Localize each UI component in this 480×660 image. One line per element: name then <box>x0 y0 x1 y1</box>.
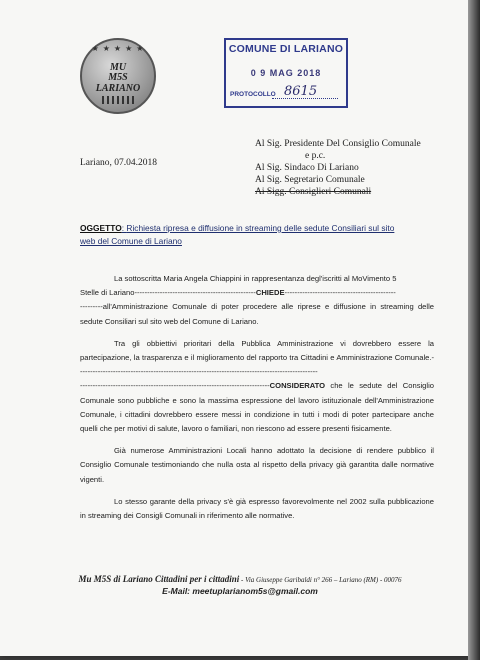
footer-email: meetuplarianom5s@gmail.com <box>192 586 318 596</box>
paragraph-1b: Stelle di Lariano------------------------------------------------CHIEDE-------------------------------------------- <box>80 288 396 298</box>
logo-line-3: LARIANO <box>95 83 141 94</box>
paragraph-3: Tra gli obbiettivi prioritari della Pubblica Amministrazione vi dovrebbero essere la partecipazione, la trasparenza e il miglioramento del rapporto tra Cittadini e Amministrazione Comunale.----------------------------------------------------------------------------------------------- <box>80 338 434 377</box>
recipients-block <box>255 138 421 198</box>
recipient-secretary: Al Sig. Segretario Comunale <box>255 175 365 185</box>
subject-line: OGGETTO: Richiesta ripresa e diffusione in streaming delle sedute Consiliari sul sito web del Comune di Lariano <box>80 223 395 246</box>
recipient-councillors: Ai Sigg. Consiglieri Comunali <box>255 187 372 197</box>
stamp-protocol-label: PROTOCOLLO <box>230 91 276 98</box>
mu-m5s-lariano-logo <box>80 38 156 114</box>
recipient-president: Al Sig. Presidente Del Consiglio Comunale <box>255 139 421 149</box>
logo-stars: ★ ★ ★ ★ ★ <box>91 44 145 53</box>
place-date: Lariano, 07.04.2018 <box>80 158 158 168</box>
subject-label: OGGETTO <box>80 223 122 233</box>
letter-body <box>80 272 434 523</box>
recipient-cc: e p.c. <box>305 151 326 161</box>
footer-email-label: E-Mail: <box>162 586 193 596</box>
stamp-protocol-number: 8615 <box>284 84 318 99</box>
page-edge-shadow <box>468 0 480 660</box>
paragraph-4: ---------------------------------------------------------------------------CONSIDERATO che le sedute del Consiglio Comunale sono pubbliche e sono la massima espressione del lavoro istituzionale dell'Amministrazione Comunale, i cittadini dovrebbero essere messi in condizione in tutti i modi di poter partecipare anche quelli che per motivi di salute, lavoro o familiari, non riescono ad essere presenti fisicamente. <box>80 381 434 434</box>
stamp-title: COMUNE DI LARIANO <box>228 43 344 55</box>
footer-org: Mu M5S di Lariano Cittadini per i cittadini <box>78 574 240 584</box>
logo-people-icon <box>102 96 134 104</box>
recipient-mayor: Al Sig. Sindaco Di Lariano <box>255 163 359 173</box>
considerato-keyword: CONSIDERATO <box>269 381 326 391</box>
protocol-stamp <box>224 38 348 108</box>
subject-text: Richiesta ripresa e diffusione in streaming delle sedute Consiliari sul sito web del Comune di Lariano <box>80 223 395 246</box>
paragraph-5: Già numerose Amministrazioni Locali hanno adottato la decisione di rendere pubblico il Consiglio Comunale testimoniando che nulla osta al rispetto della privacy già garantita dalle normative vigenti. <box>80 446 434 484</box>
paragraph-6: Lo stesso garante della privacy s'è già espresso favorevolmente nel 2002 sulla pubblicazione in streaming dei Consigli Comunali in riferimento alle normative. <box>80 496 434 521</box>
stamp-date: 0 9 MAG 2018 <box>250 68 322 78</box>
stamp-signature-line <box>272 98 338 99</box>
logo-line-1: MU <box>109 62 127 73</box>
logo-line-2: M5S <box>108 72 128 83</box>
paragraph-1a: La sottoscritta Maria Angela Chiappini in rappresentanza degl'iscritti al MoVimento 5 <box>114 274 397 283</box>
chiede-keyword: CHIEDE <box>255 288 285 298</box>
paragraph-2: ---------all'Amministrazione Comunale di poter procedere alle riprese e diffusione in streaming delle sedute Consiliari sul sito web del Comune di Lariano. <box>80 302 434 326</box>
letter-footer <box>30 574 450 596</box>
footer-address: - Via Giuseppe Garibaldi n° 266 – Lariano (RM) - 00076 <box>239 576 402 584</box>
